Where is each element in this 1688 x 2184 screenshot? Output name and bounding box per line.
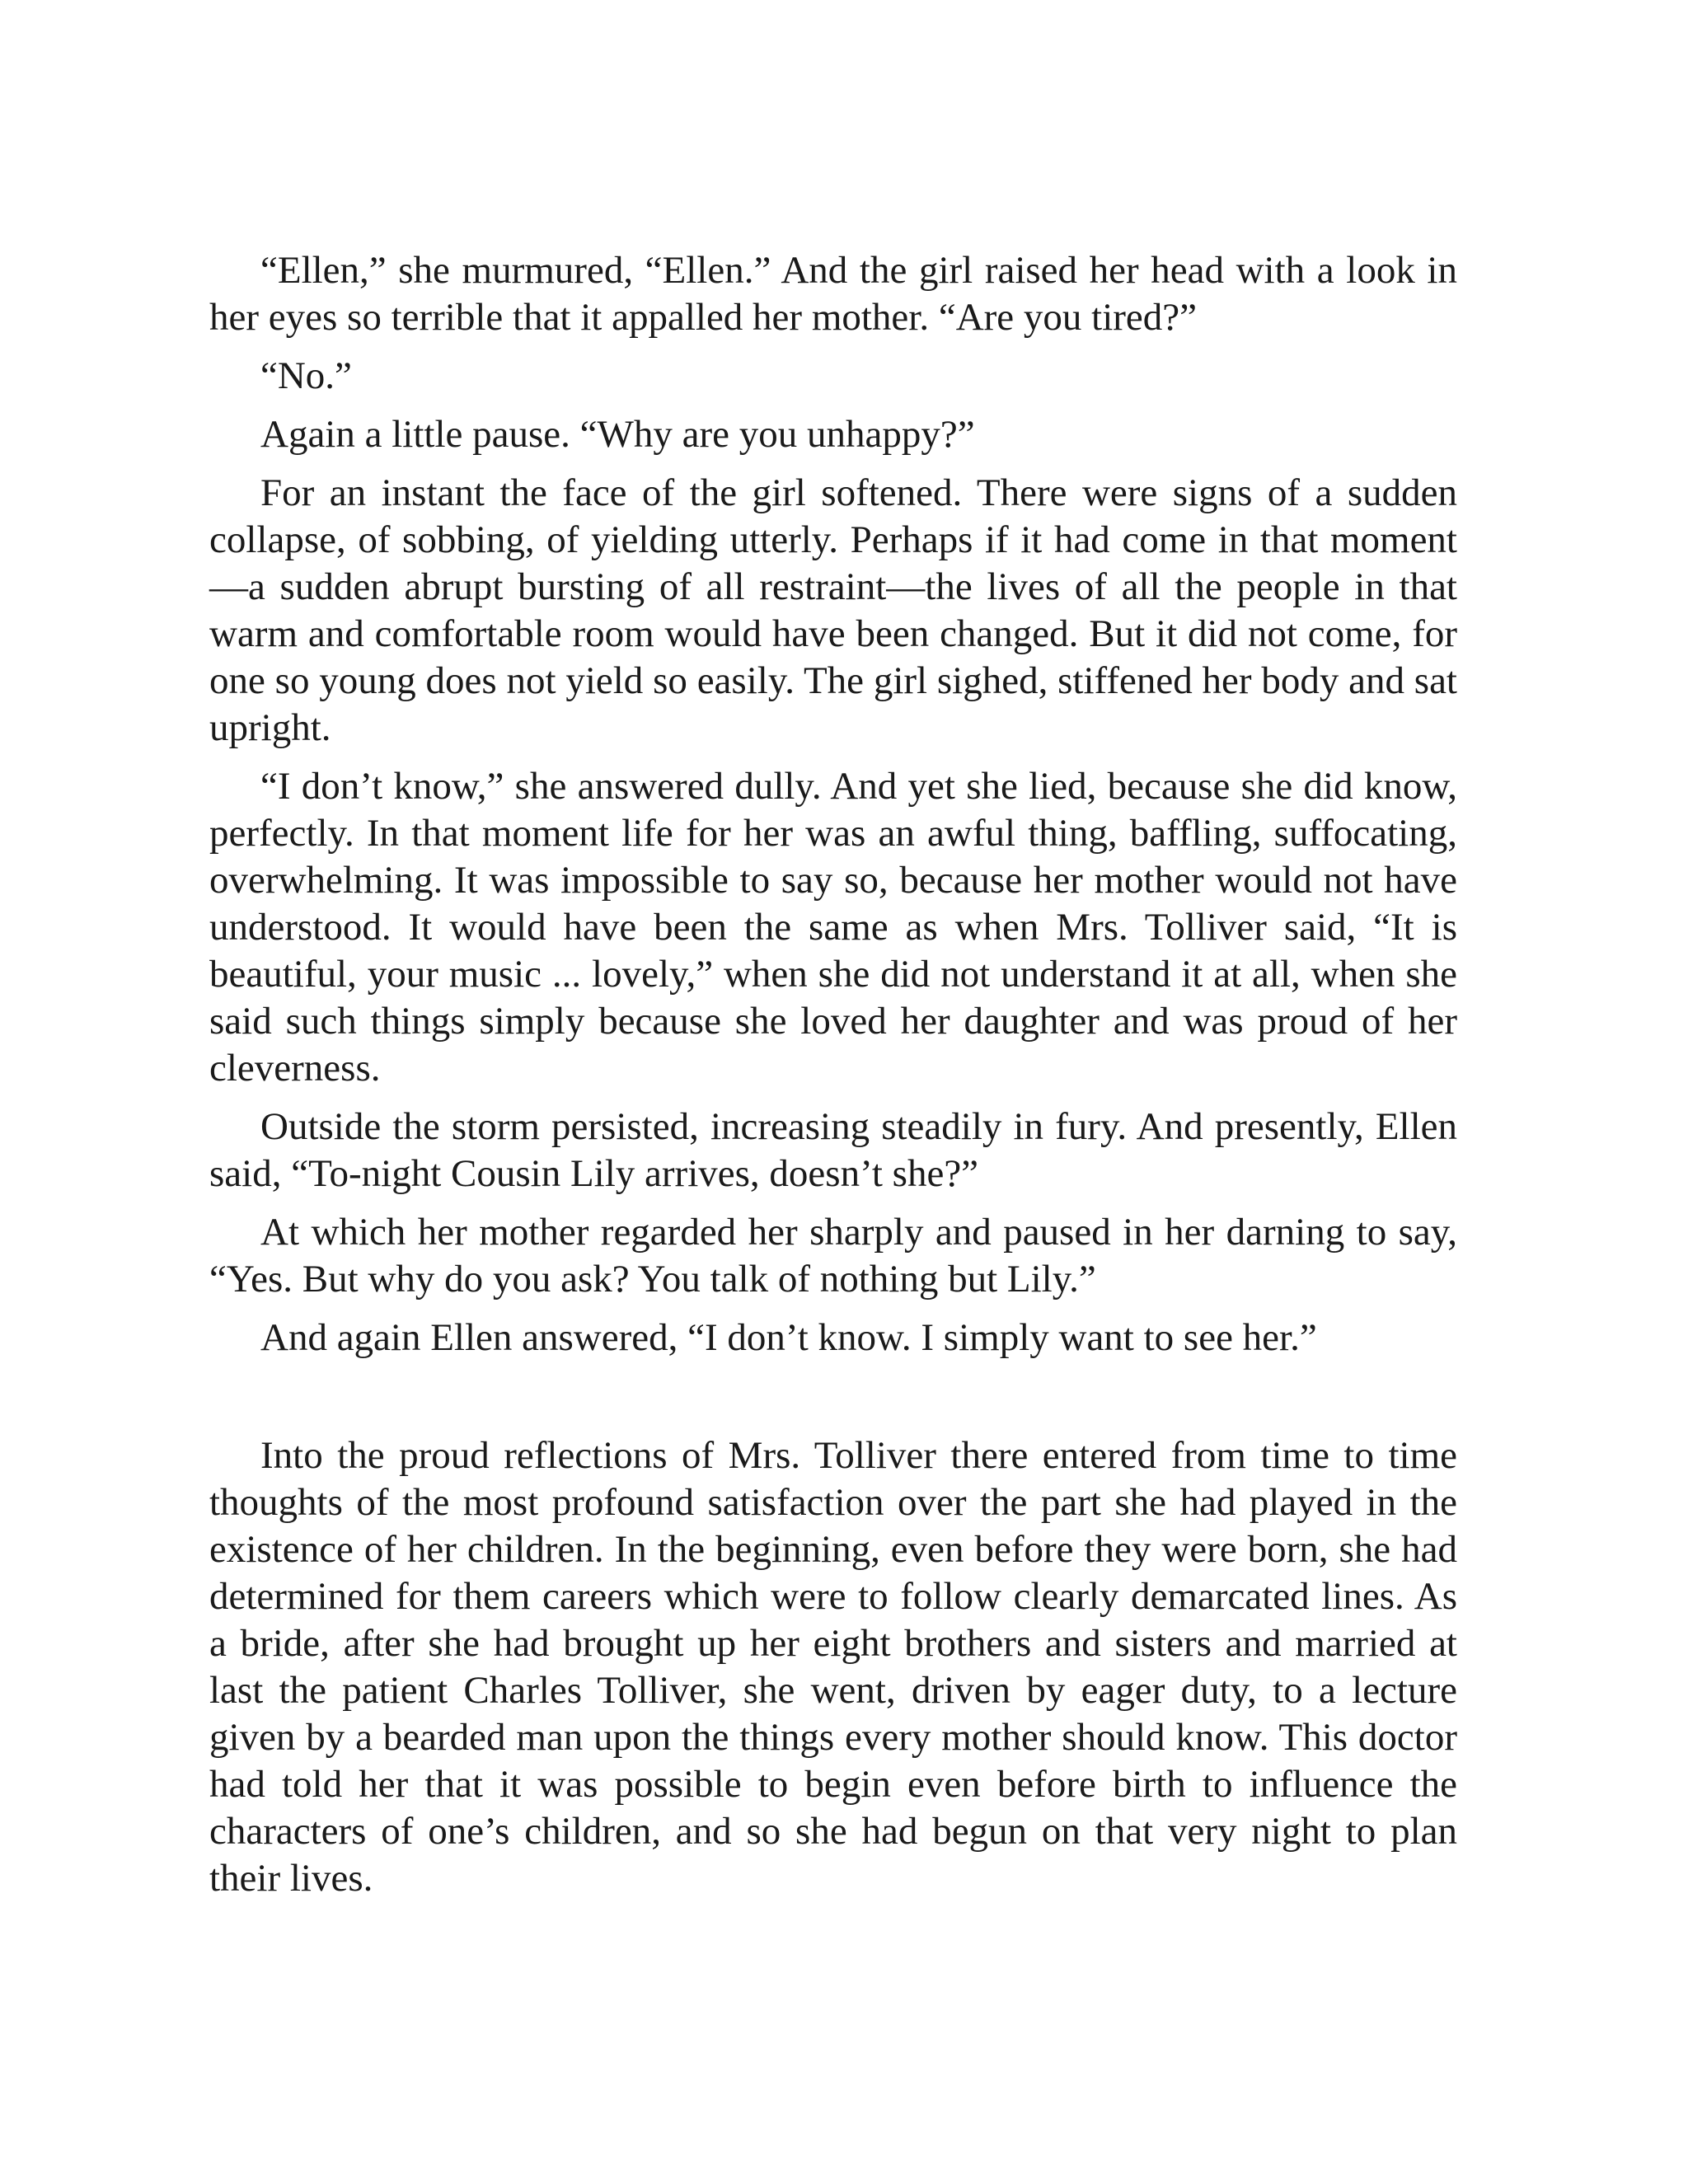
- paragraph: For an instant the face of the girl softened. There were signs of a sudden collapse, of sobbing, of yielding utterly. Perhaps if it had come in that moment—a sudden abrupt bursting of all restraint—the lives of all the people in that warm and comfortable room would have been changed. But it did not come, for one so young does not yield so easily. The girl sighed, stiffened her body and sat upright.: [209, 471, 1457, 749]
- paragraph: Into the proud reflections of Mrs. Tolliver there entered from time to time thoughts of the most profound satisfaction over the part she had played in the existence of her children. In the beginning, even before they were born, she had determined for them careers which were to follow clearly demarcated lines. As a bride, after she had brought up her eight brothers and sisters and married at last the patient Charles Tolliver, she went, driven by eager duty, to a lecture given by a bearded man upon the things every mother should know. This doctor had told her that it was possible to begin even before birth to influence the characters of one’s children, and so she had begun on that very night to plan their lives.: [209, 1434, 1457, 1900]
- paragraph: Again a little pause. “Why are you unhappy?”: [260, 413, 975, 456]
- document-page: [209, 247, 1457, 1914]
- paragraph: At which her mother regarded her sharply and paused in her darning to say, “Yes. But why do you ask? You talk of nothing but Lily.”: [209, 1211, 1457, 1301]
- paragraph: “Ellen,” she murmured, “Ellen.” And the girl raised her head with a look in her eyes so terrible that it appalled her mother. “Are you tired?”: [209, 249, 1457, 339]
- section-break: [209, 1373, 1457, 1432]
- paragraph: Outside the storm persisted, increasing steadily in fury. And presently, Ellen said, “To-night Cousin Lily arrives, doesn’t she?”: [209, 1105, 1457, 1195]
- paragraph: “No.”: [260, 354, 352, 397]
- paragraph: And again Ellen answered, “I don’t know. I simply want to see her.”: [260, 1316, 1317, 1359]
- paragraph: “I don’t know,” she answered dully. And yet she lied, because she did know, perfectly. In that moment life for her was an awful thing, baffling, suffocating, overwhelming. It was impossible to say so, because her mother would not have understood. It would have been the same as when Mrs. Tolliver said, “It is beautiful, your music ... lovely,” when she did not understand it at all, when she said such things simply because she loved her daughter and was proud of her cleverness.: [209, 765, 1457, 1090]
